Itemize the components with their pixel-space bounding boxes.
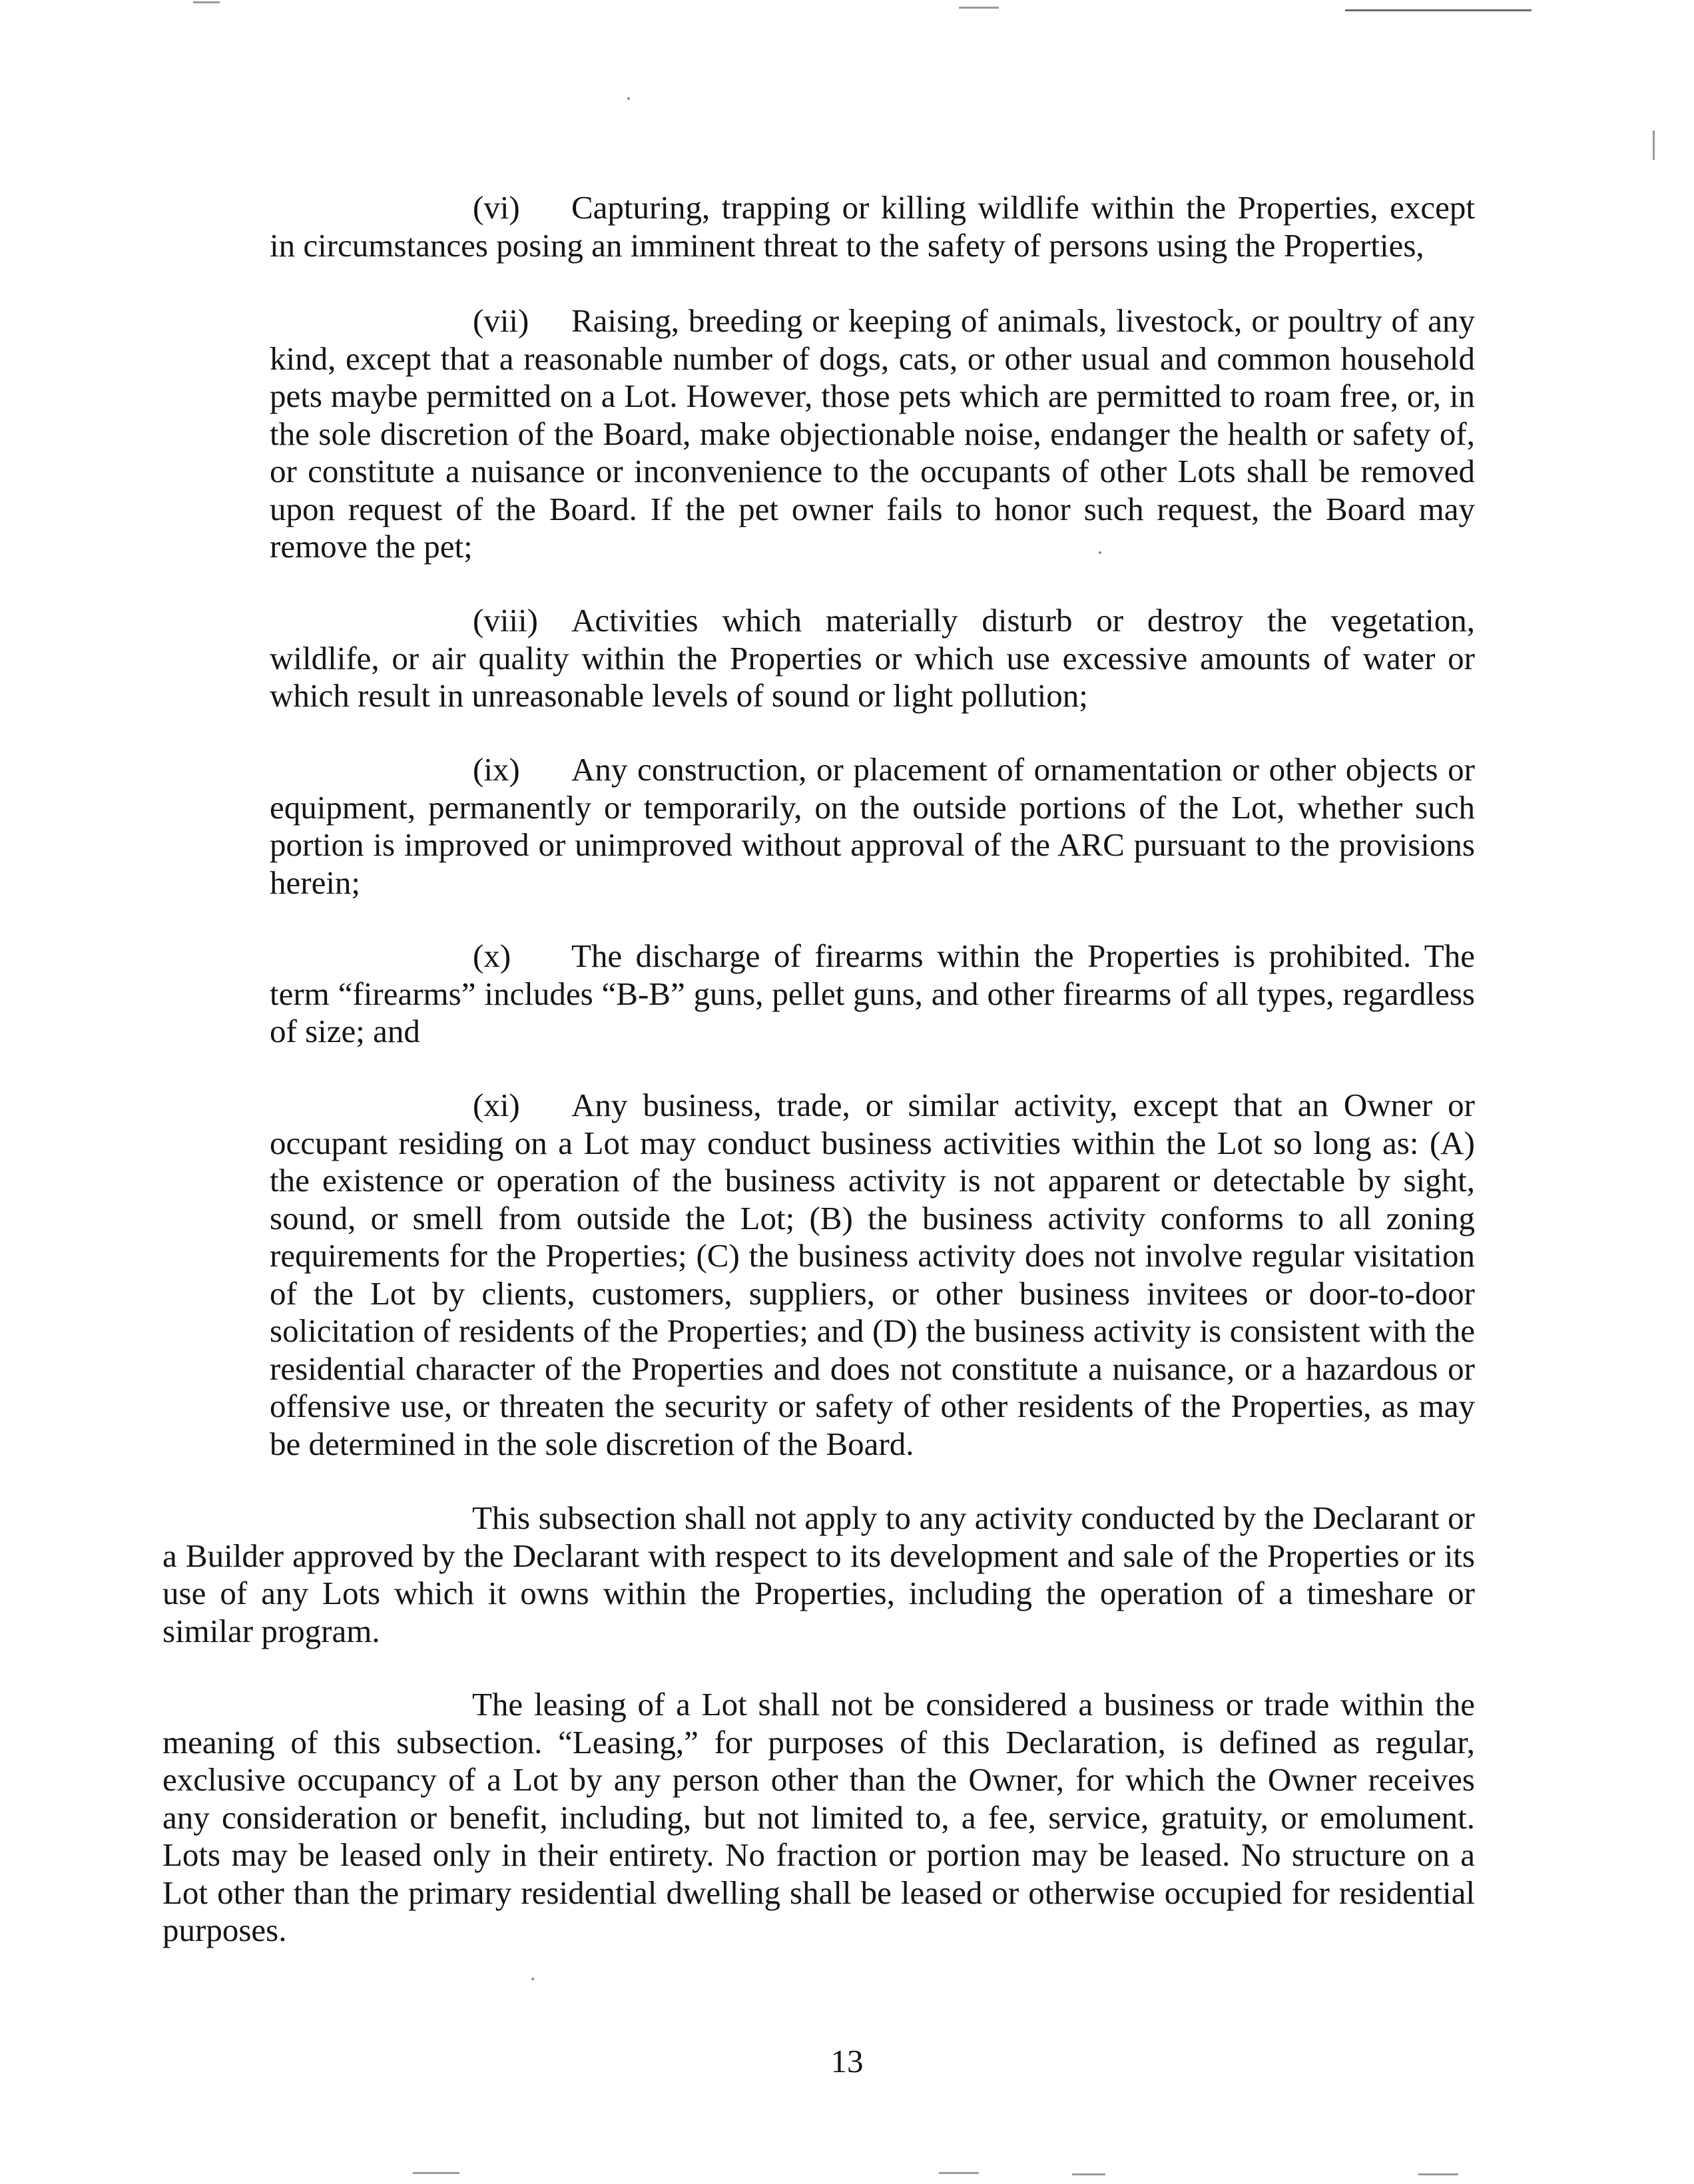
scan-artifact-bottom [413, 2172, 459, 2174]
subsection-ix [270, 751, 1475, 902]
subsection-vi [270, 189, 1475, 264]
scan-artifact-right-edge [1653, 131, 1655, 160]
subsection-label: (x) [473, 938, 511, 974]
subsection-label: (vi) [473, 189, 520, 226]
subsection-x [270, 938, 1475, 1051]
scan-artifact-bottom [939, 2172, 979, 2174]
scan-artifact-dot [531, 1978, 534, 1980]
subsection-label: (viii) [473, 602, 538, 639]
scan-artifact-top-right [1345, 9, 1532, 11]
subsection-viii [270, 602, 1475, 715]
scan-artifact-top-mid [959, 7, 999, 9]
scan-artifact-bottom [1418, 2173, 1458, 2175]
subsection-xi [270, 1087, 1475, 1463]
subsection-text: Any business, trade, or similar activity, except that an Owner or occupant residing on a Lot may conduct business activities within the Lot so long as: (A) the existence or operation of the business activity is not apparent or detectable by sight, sound, or smell from outside the Lot; (B) the business activity conforms to all zoning requirements for the Properties; (C) the business activity does not involve regular visitation of the Lot by clients, customers, suppliers, or other business invitees or door-to-door solicitation of residents of the Properties; and (D) the business activity is consistent with the residential character of the Properties and does not constitute a nuisance, or a hazardous or offensive use, or threaten the security or safety of other residents of the Properties, as may be determined in the sole discretion of the Board. [270, 1087, 1475, 1462]
subsection-text: Activities which materially disturb or destroy the vegetation, wildlife, or air quality within the Properties or which use excessive amounts of water or which result in unreasonable levels of sound or light pollution; [270, 602, 1475, 714]
subsection-label: (xi) [473, 1087, 520, 1123]
subsection-vii [270, 302, 1475, 566]
subsection-text: The discharge of firearms within the Properties is prohibited. The term “firearms” includes “B-B” guns, pellet guns, and other firearms of all types, regardless of size; and [270, 938, 1475, 1049]
scan-artifact-bottom [1072, 2173, 1105, 2175]
subsection-text: Raising, breeding or keeping of animals, livestock, or poultry of any kind, except that a reasonable number of dogs, cats, or other usual and common household pets maybe permitted on a Lot. However, those pets which are permitted to roam free, or, in the sole discretion of the Board, make objectionable noise, endanger the health or safety of, or constitute a nuisance or inconvenience to the occupants of other Lots shall be removed upon request of the Board. If the pet owner fails to honor such request, the Board may remove the pet; [270, 302, 1475, 565]
subsection-label: (ix) [473, 751, 520, 788]
subsection-label: (vii) [473, 302, 529, 339]
paragraph-leasing: The leasing of a Lot shall not be considered a business or trade within the meaning of this subsection. “Leasing,” for purposes of this Declaration, is defined as regular, exclusive occupancy of a Lot by any person other than the Owner, for which the Owner receives any consideration or benefit, including, but not limited to, a fee, service, gratuity, or emolument. Lots may be leased only in their entirety. No fraction or portion may be leased. No structure on a Lot other than the primary residential dwelling shall be leased or otherwise occupied for residential purposes. [162, 1686, 1475, 1948]
paragraph-declarant-exception: This subsection shall not apply to any activity conducted by the Declarant or a Builder approved by the Declarant with respect to its development and sale of the Properties or its use of any Lots which it owns within the Properties, including the operation of a timeshare or similar program. [162, 1500, 1475, 1649]
page-number: 13 [830, 2043, 864, 2079]
subsection-text: Capturing, trapping or killing wildlife within the Properties, except in circumstances posing an imminent threat to the safety of persons using the Properties, [270, 189, 1475, 264]
scan-artifact-top-left [193, 1, 220, 3]
subsection-text: Any construction, or placement of ornamentation or other objects or equipment, permanently or temporarily, on the outside portions of the Lot, whether such portion is improved or unimproved without approval of the ARC pursuant to the provisions herein; [270, 751, 1475, 901]
scan-artifact-dot [627, 97, 630, 100]
